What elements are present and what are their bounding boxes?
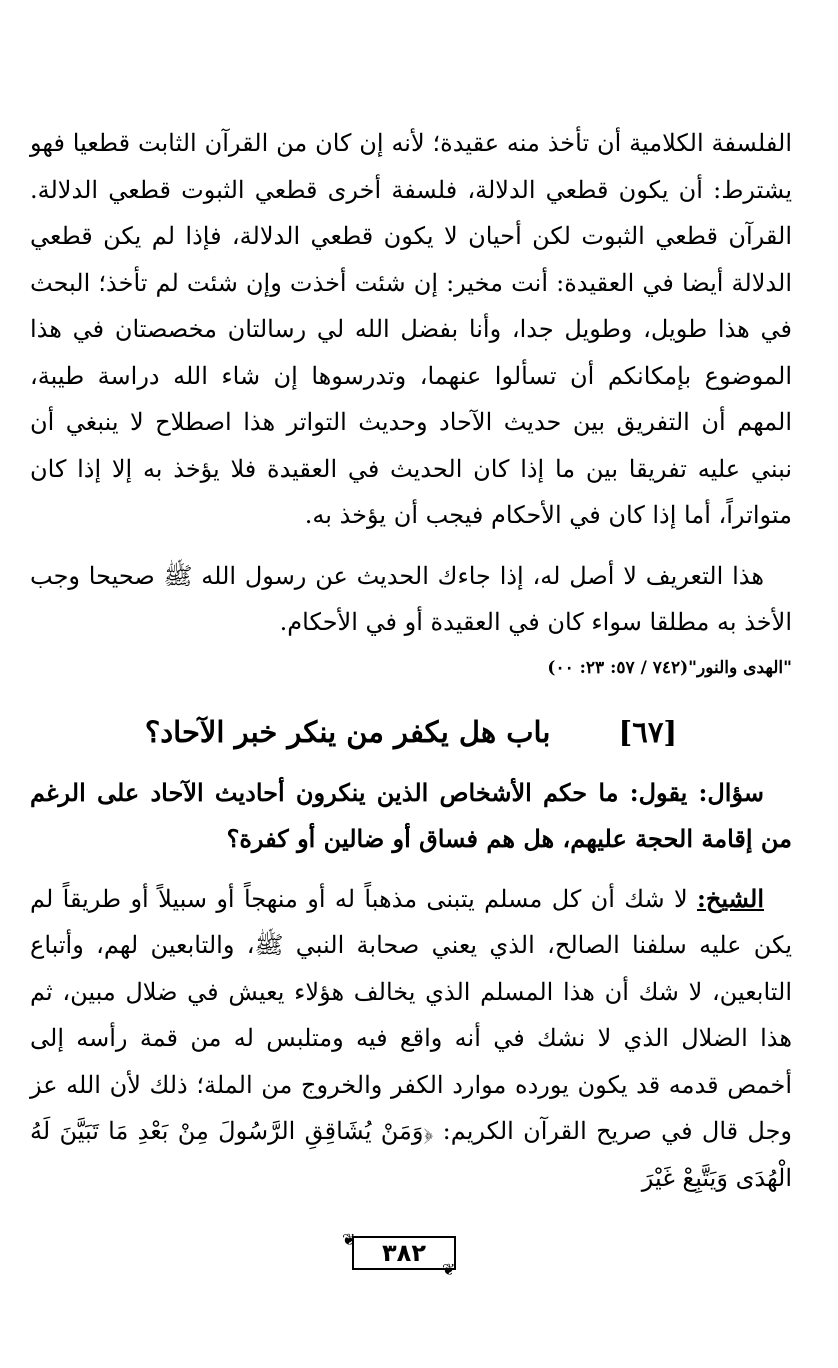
spacer xyxy=(30,539,792,553)
paragraph-top: الفلسفة الكلامية أن تأخذ منه عقيدة؛ لأنه إن كان من القرآن الثابت قطعيا فهو يشترط: أن يكون قطعي الدلالة، فلسفة أخرى قطعي الثبوت قطعي الدلالة. القرآن قطعي الثبوت لكن أحيان لا يكون قطعي الدلالة، فإذا لم يكن قطعي الدلالة أيضا في العقيدة: أنت مخير: إن شئت أخذت وإن شئت لم تأخذ؛ البحث في هذا طويل، وطويل جدا، وأنا بفضل الله لي رسالتان مخصصتان في هذا الموضوع بإمكانكم أن تسألوا عنهما، وتدرسوها إن شاء الله دراسة طيبة، المهم أن التفريق بين حديث الآحاد وحديث التواتر هذا اصطلاح لا ينبغي أن نبني عليه تفريقا بين ما إذا كان الحديث في العقيدة فلا يؤخذ به إلا إذا كان متواتراً، أما إذا كان في الأحكام فيجب أن يؤخذ به. xyxy=(30,129,793,529)
answer-text: لا شك أن كل مسلم يتبنى مذهباً له أو منهجاً أو سبيلاً أو طريقاً لم يكن عليه سلفنا الصالح، الذي يعني صحابة النبي ﷺ، والتابعين لهم، وأتباع التابعين، لا شك أن هذا المسلم الذي يخالف هؤلاء يعيش في ضلال مبين، ثم هذا الضلال الذي لا نشك في أنه واقع فيه ومتلبس له من قمة رأسه إلى أخمص قدمه قد يكون يورده موارد الكفر والخروج من الملة؛ ذلك لأن الله عز وجل قال في صريح القرآن الكريم: ﴿وَمَنْ يُشَاقِقِ الرَّسُولَ مِنْ بَعْدِ مَا تَبَيَّنَ لَهُ الْهُدَى وَيَتَّبِعْ غَيْرَ xyxy=(30,884,792,1192)
page-number-frame xyxy=(342,1230,460,1279)
chapter-title: باب هل يكفر من ينكر خبر الآحاد؟ xyxy=(144,714,551,749)
answer-label: الشيخ: xyxy=(697,883,764,913)
ornament-icon: ❦ xyxy=(442,1260,456,1279)
spacer xyxy=(30,862,792,876)
answer-paragraph xyxy=(30,876,792,1202)
page-number: ٣٨٢ xyxy=(382,1239,426,1267)
paragraph-second: هذا التعريف لا أصل له، إذا جاءك الحديث عن رسول الله ﷺ صحيحا وجب الأخذ به مطلقا سواء كان في العقيدة أو في الأحكام. xyxy=(30,561,792,636)
question-paragraph: سؤال: يقول: ما حكم الأشخاص الذين ينكرون أحاديث الآحاد على الرغم من إقامة الحجة عليهم، هل هم فساق أو ضالين أو كفرة؟ xyxy=(30,777,792,853)
chapter-number: [٦٧] xyxy=(618,714,678,749)
chapter-heading xyxy=(30,712,792,752)
source-reference: "الهدى والنور"(٧٤٢ / ٥٧: ٢٣: ٠٠) xyxy=(547,657,792,678)
ornament-icon: ❦ xyxy=(342,1230,356,1249)
page-body xyxy=(30,120,792,1201)
